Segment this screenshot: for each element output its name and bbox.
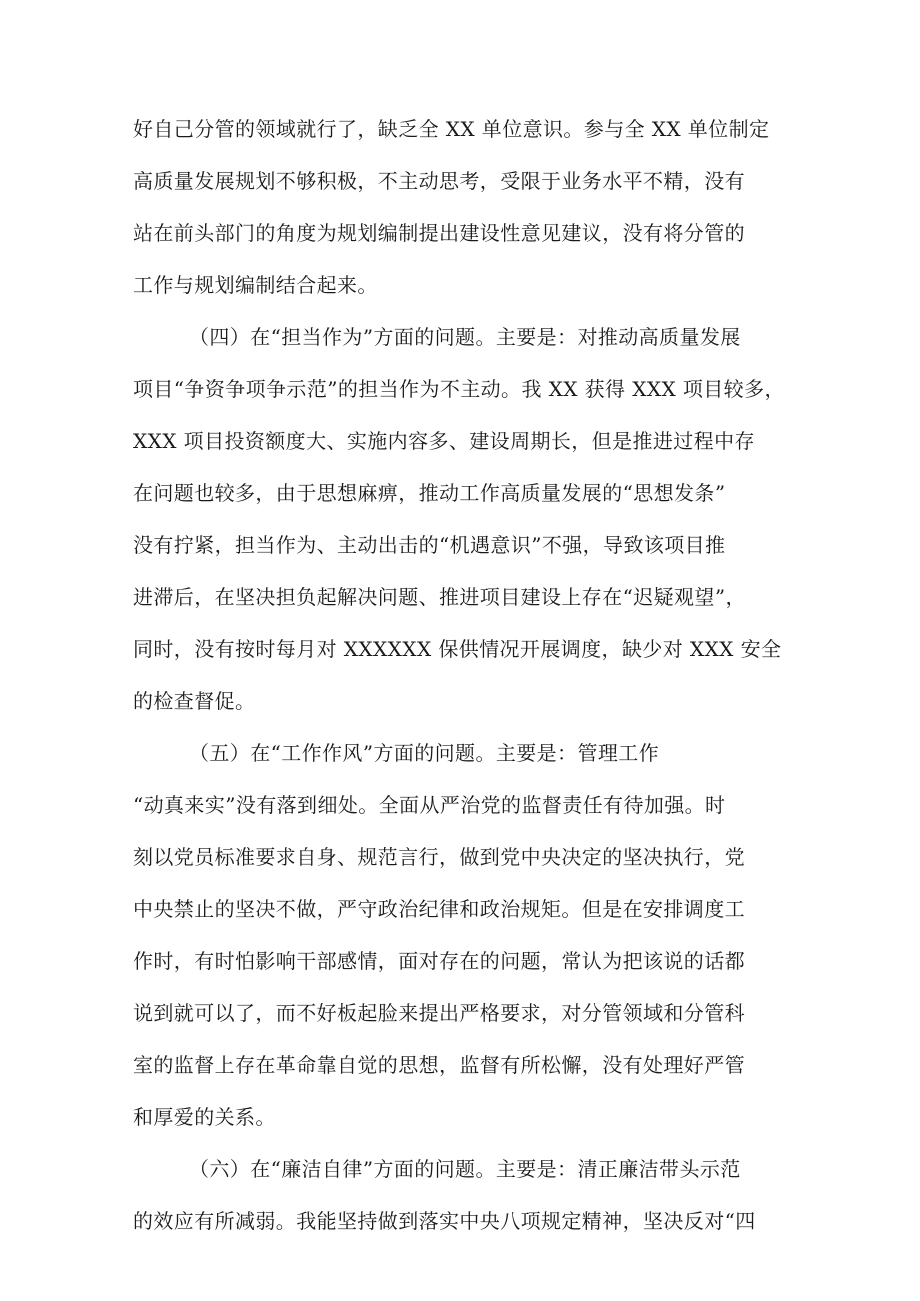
text-line: 的检查督促。	[133, 689, 256, 713]
text-line: “动真来实”没有落到细处。全面从严治党的监督责任有待加强。时	[133, 793, 726, 817]
text-line: 刻以党员标准要求自身、规范言行，做到党中央决定的坚决执行，党	[133, 845, 745, 869]
text-line: 高质量发展规划不够积极，不主动思考，受限于业务水平不精，没有	[133, 169, 745, 193]
text-line: 项目“争资争项争示范”的担当作为不主动。我 XX 获得 XXX 项目较多，	[133, 377, 785, 401]
text-line: 中央禁止的坚决不做，严守政治纪律和政治规矩。但是在安排调度工	[133, 897, 745, 921]
text-line: 同时，没有按时每月对 XXXXXX 保供情况开展调度，缺少对 XXX 安全	[133, 637, 782, 661]
text-line: 的效应有所减弱。我能坚持做到落实中央八项规定精神，坚决反对“四	[133, 1209, 756, 1233]
text-line: XXX 项目投资额度大、实施内容多、建设周期长，但是推进过程中存	[133, 429, 755, 453]
text-line: 站在前头部门的角度为规划编制提出建设性意见建议，没有将分管的	[133, 221, 745, 245]
text-line: 在问题也较多，由于思想麻痹，推动工作高质量发展的“思想发条”	[133, 481, 726, 505]
text-line: 和厚爱的关系。	[133, 1105, 276, 1129]
text-line: 作时，有时怕影响干部感情，面对存在的问题，常认为把该说的话都	[133, 949, 745, 973]
text-line: 室的监督上存在革命靠自觉的思想，监督有所松懈，没有处理好严管	[133, 1053, 745, 1077]
text-line: 好自己分管的领域就行了，缺乏全 XX 单位意识。参与全 XX 单位制定	[133, 117, 770, 141]
text-line: 进滞后，在坚决担负起解决问题、推进项目建设上存在“迟疑观望”，	[133, 585, 746, 609]
text-line: 说到就可以了，而不好板起脸来提出严格要求，对分管领域和分管科	[133, 1001, 745, 1025]
text-line: 工作与规划编制结合起来。	[133, 273, 378, 297]
section-heading-4: （四）在“担当作为”方面的问题。主要是：对推动高质量发展	[189, 325, 741, 349]
section-heading-6: （六）在“廉洁自律”方面的问题。主要是：清正廉洁带头示范	[189, 1157, 741, 1181]
text-line: 没有拧紧，担当作为、主动出击的“机遇意识”不强，导致该项目推	[133, 533, 726, 557]
section-heading-5: （五）在“工作作风”方面的问题。主要是：管理工作	[189, 741, 660, 765]
